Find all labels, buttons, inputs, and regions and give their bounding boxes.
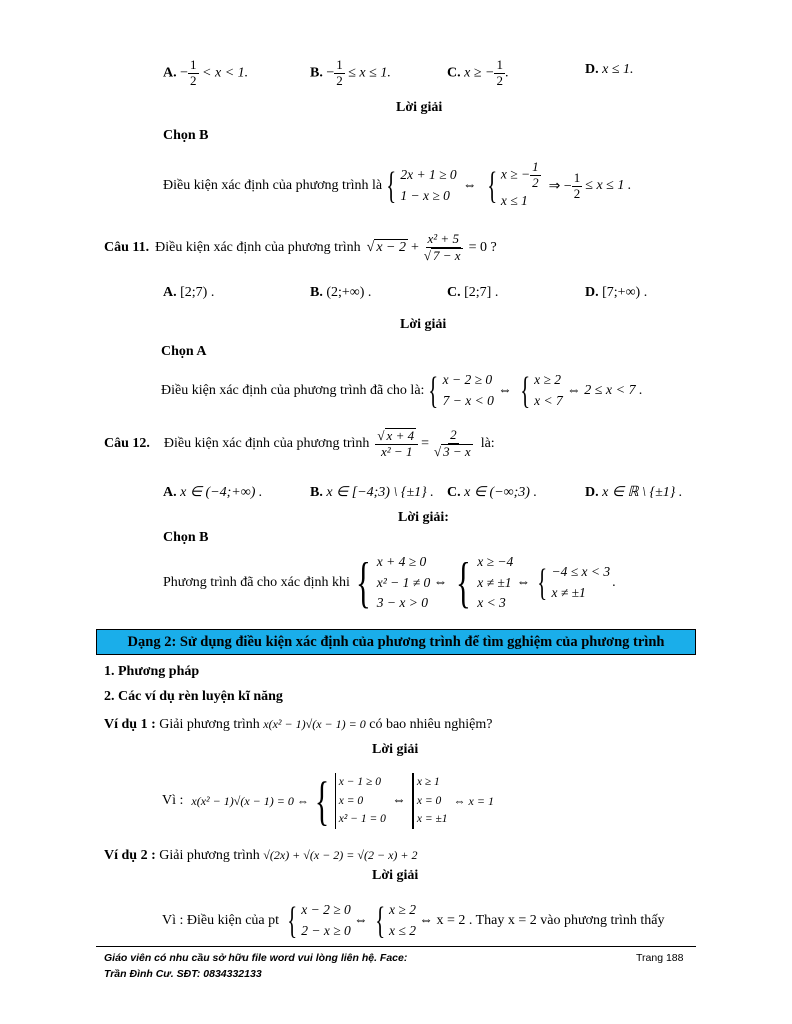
brace: { (456, 552, 472, 614)
q10-option-d: D. x ≤ 1. (585, 62, 634, 77)
brace: { (314, 771, 329, 831)
ex1-solution-heading: Lời giải (372, 742, 419, 757)
q10-option-c: C. x ≥ − $\frac{1}{2}$ . (447, 57, 509, 88)
q11-option-d: D. [7;+∞) . (585, 285, 648, 300)
q12-option-c: C. x ∈ (−∞;3) . (447, 485, 537, 500)
q10-option-a: A. − $\frac{1}{2}$ < x < 1. (163, 57, 249, 88)
q11-option-c: C. [2;7] . (447, 285, 499, 300)
brace: { (287, 900, 298, 942)
q12-option-d: D. x ∈ ℝ \ {±1} . (585, 485, 683, 500)
ex1-statement: Ví dụ 1 : Giải phương trình x(x² − 1)√(x − 1) = 0 có bao nhiêu nghiệm? (104, 717, 493, 732)
q10-solution-heading: Lời giải (396, 100, 443, 115)
brace: { (537, 562, 548, 604)
brace: { (486, 165, 497, 207)
q11-solution-heading: Lời giải (400, 317, 447, 332)
section-method: 1. Phương pháp (104, 664, 200, 679)
q12-option-a: A. x ∈ (−4;+∞) . (163, 485, 263, 500)
footer-contact-line2: Trần Đình Cư. SĐT: 0834332133 (104, 968, 262, 980)
q11-option-b: B. (2;+∞) . (310, 285, 372, 300)
ex1-solution: Vì : x(x² − 1)√(x − 1) = 0 ⇔ { x − 1 ≥ 0 x = 0 x² − 1 = 0 ⇔ x ≥ 1 x = 0 x = ±1 ⇔ x = 1 (162, 771, 494, 831)
footer-contact-line1: Giáo viên có nhu cầu sở hữu file word vui lòng liên hệ. Face: (104, 952, 408, 964)
q11-option-a: A. [2;7) . (163, 285, 215, 300)
brace: { (519, 370, 531, 412)
ex2-statement: Ví dụ 2 : Giải phương trình √(2x) + √(x − 2) = √(2 − x) + 2 (104, 848, 418, 863)
section-examples: 2. Các ví dụ rèn luyện kĩ năng (104, 689, 283, 704)
q12-solution-heading: Lời giải: (398, 510, 449, 525)
footer-divider (96, 946, 696, 947)
brace: { (374, 900, 385, 942)
q12-question: Câu 12. Điều kiện xác định của phương trình $\frac{√ x + 4}{\text{x² − 1}}$ = $\frac{2}{√ 3 - x}$ là: (104, 427, 495, 459)
ex2-solution: Vì : Điều kiện của pt { x − 2 ≥ 0 2 − x ≥ 0 ⇔ { x ≥ 2 x ≤ 2 ⇔ x = 2 . Thay x = 2 vào phương trình thấy (162, 900, 665, 942)
q12-option-b: B. x ∈ [−4;3) \ {±1} . (310, 485, 434, 500)
q10-choice: Chọn B (163, 128, 209, 143)
q11-question: Câu 11. Điều kiện xác định của phương trình √ x − 2 + $\frac{\text{x² + 5}}{√ 7 - x}$ = 0 ? (104, 231, 497, 263)
brace: { (428, 370, 439, 412)
page-number: Trang 188 (636, 952, 684, 964)
q11-choice: Chọn A (161, 344, 207, 359)
q10-condition: Điều kiện xác định của phương trình là { 2x + 1 ≥ 0 1 − x ≥ 0 ⇔ { x ≥ − $\frac{1}{2}$ x ≤ 1 ⇒ − $\frac{1}{2}$ ≤ x ≤ 1 . (163, 159, 632, 208)
brace: { (386, 165, 397, 207)
brace: { (355, 552, 371, 614)
q11-condition: Điều kiện xác định của phương trình đã cho là: { x − 2 ≥ 0 7 − x < 0 ⇔ { x ≥ 2 x < 7 ⇔ 2 ≤ x < 7 . (161, 370, 643, 412)
q12-choice: Chọn B (163, 530, 209, 545)
section-banner: Dạng 2: Sử dụng điều kiện xác định của phương trình để tìm gghiệm của phương trình (96, 629, 696, 655)
ex2-solution-heading: Lời giải (372, 868, 419, 883)
q12-condition: Phương trình đã cho xác định khi { x + 4 ≥ 0 x² − 1 ≠ 0 3 − x > 0 ⇔ { x ≥ −4 x ≠ ±1 x < 3 ⇔ { −4 ≤ x < 3 x ≠ ±1 . (163, 552, 616, 614)
q10-option-b: B. − $\frac{1}{2}$ ≤ x ≤ 1. (310, 57, 391, 88)
